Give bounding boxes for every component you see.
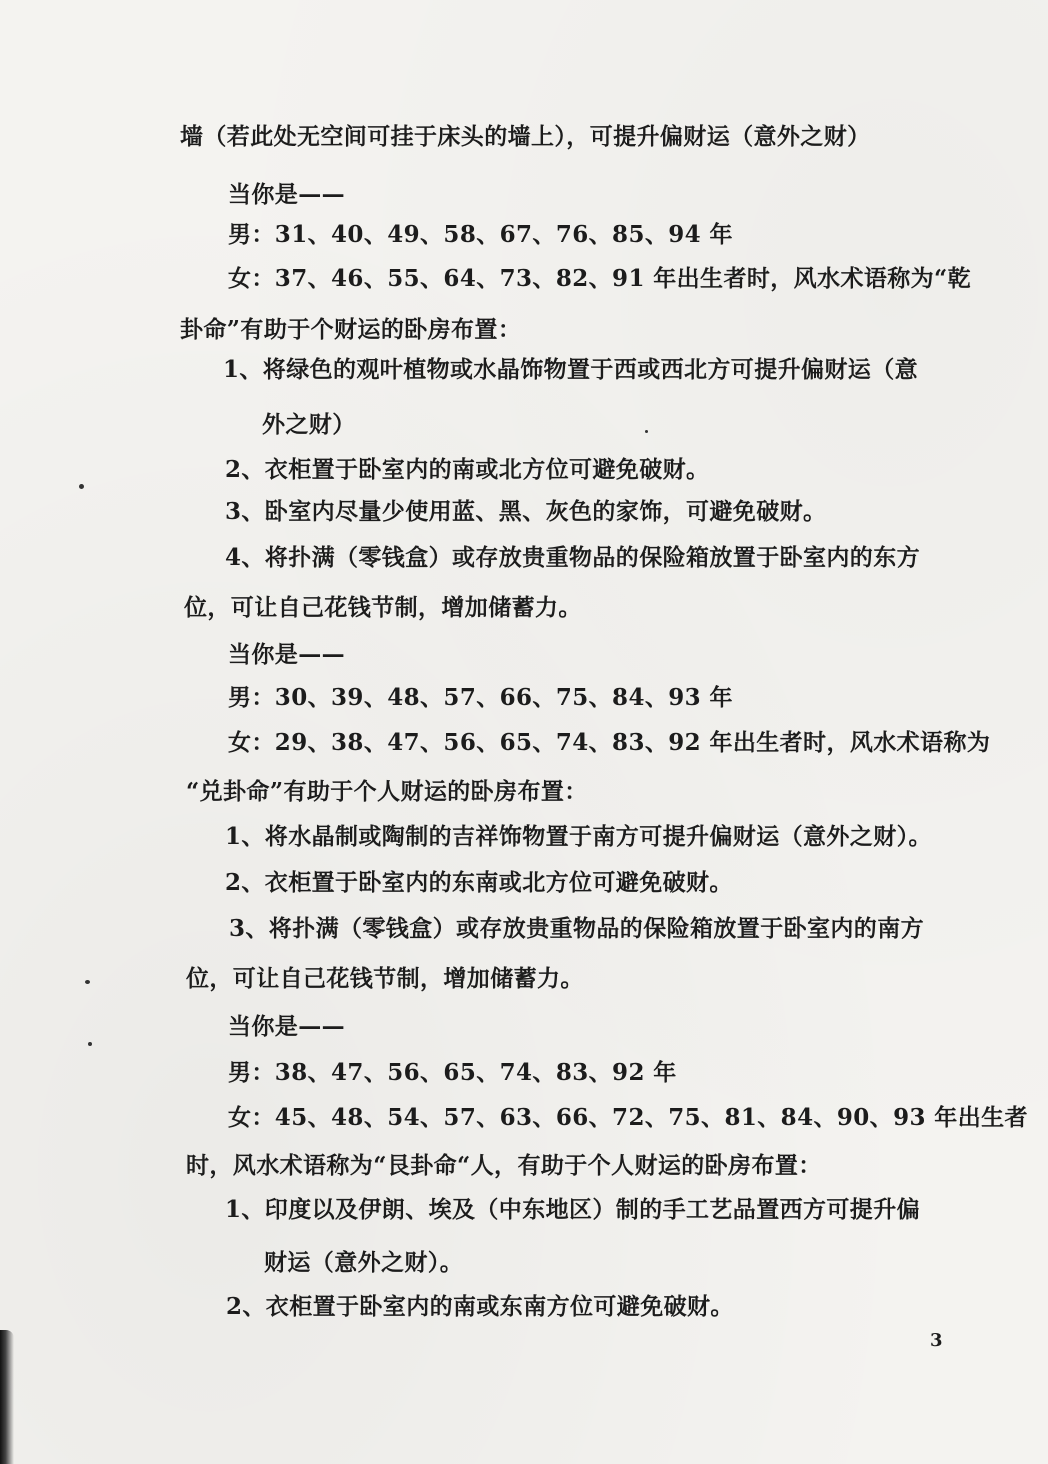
scan-speck (79, 484, 84, 489)
list-item: 2、衣柜置于卧室内的南或东南方位可避免破财。 (226, 1293, 734, 1320)
list-item: 位，可让自己花钱节制，增加储蓄力。 (186, 965, 584, 992)
list-item: 财运（意外之财）。 (264, 1249, 464, 1276)
list-item: 4、将扑满（零钱盒）或存放贵重物品的保险箱放置于卧室内的东方 (225, 544, 921, 571)
text-line: 女：29、38、47、56、65、74、83、92 年出生者时，风水术语称为 (228, 729, 991, 756)
section-heading: 当你是—— (228, 641, 345, 668)
section-heading: 当你是—— (228, 181, 345, 208)
scan-speck (88, 1042, 92, 1046)
list-item: 2、衣柜置于卧室内的南或北方位可避免破财。 (225, 456, 710, 483)
scan-speck (85, 980, 90, 984)
text-line: 男：30、39、48、57、66、75、84、93 年 (228, 684, 733, 711)
list-item: 3、卧室内尽量少使用蓝、黑、灰色的家饰，可避免破财。 (225, 498, 827, 525)
list-item: 3、将扑满（零钱盒）或存放贵重物品的保险箱放置于卧室内的南方 (229, 915, 925, 942)
text-line: 卦命”有助于个财运的卧房布置： (180, 316, 522, 343)
text-line: 男：31、40、49、58、67、76、85、94 年 (228, 221, 733, 248)
page-number: 3 (930, 1330, 943, 1351)
text-line: 女：37、46、55、64、73、82、91 年出生者时，风水术语称为“乾 (228, 265, 972, 292)
text-line: 女：45、48、54、57、63、66、72、75、81、84、90、93 年出生者 (228, 1104, 1028, 1131)
list-item: 2、衣柜置于卧室内的东南或北方位可避免破财。 (225, 869, 733, 896)
text-line: 男：38、47、56、65、74、83、92 年 (228, 1059, 677, 1086)
list-item: 1、将水晶制或陶制的吉祥饰物置于南方可提升偏财运（意外之财）。 (225, 823, 932, 850)
section-heading: 当你是—— (228, 1013, 345, 1040)
text-line: 时，风水术语称为“艮卦命“人，有助于个人财运的卧房布置： (186, 1152, 822, 1179)
text-line: 墙（若此处无空间可挂于床头的墙上），可提升偏财运（意外之财） (180, 123, 871, 150)
scan-edge-shadow (0, 1330, 14, 1464)
list-item: 1、将绿色的观叶植物或水晶饰物置于西或西北方可提升偏财运（意 (223, 356, 919, 383)
text-line: “兑卦命”有助于个人财运的卧房布置： (186, 778, 588, 805)
list-item: 位，可让自己花钱节制，增加储蓄力。 (184, 594, 582, 621)
list-item: 外之财） (262, 411, 356, 438)
scan-speck (645, 430, 648, 433)
list-item: 1、印度以及伊朗、埃及（中东地区）制的手工艺品置西方可提升偏 (225, 1196, 921, 1223)
